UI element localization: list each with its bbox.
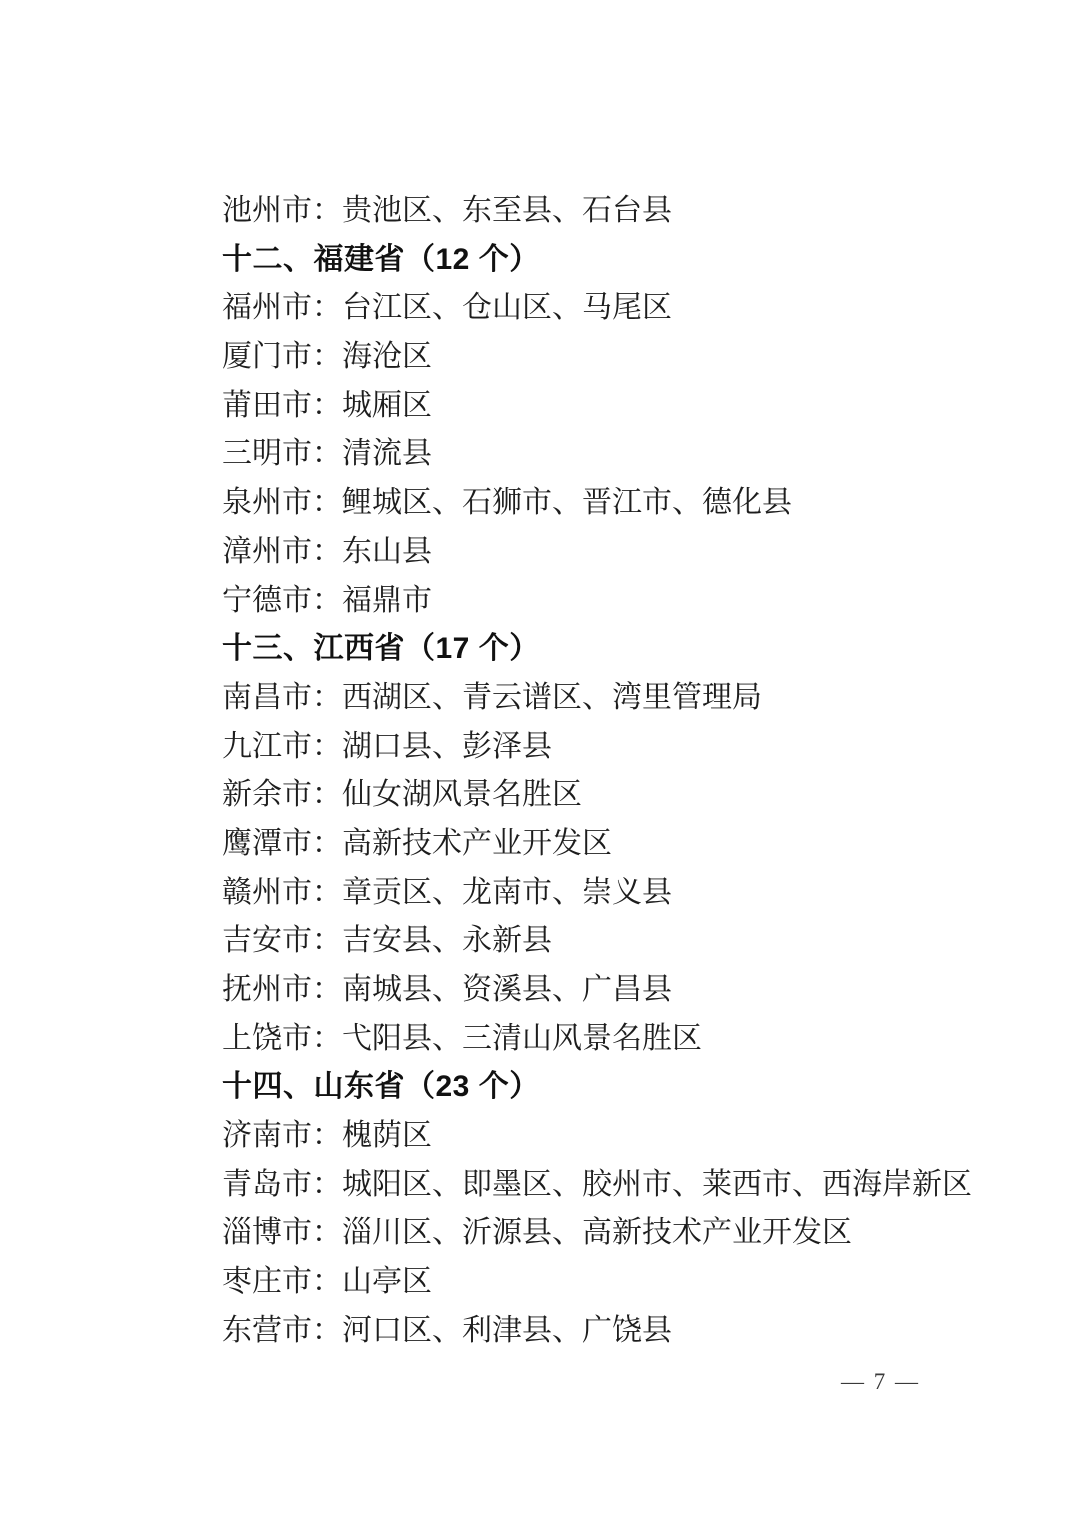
entry-qingdao: 青岛市：城阳区、即墨区、胶州市、莱西市、西海岸新区 (222, 1167, 972, 1201)
entry-zhangzhou: 漳州市：东山县 (222, 534, 432, 568)
page-number: — 7 — (841, 1369, 920, 1394)
entry-zibo: 淄博市：淄川区、沂源县、高新技术产业开发区 (222, 1216, 852, 1250)
entry-nanchang: 南昌市：西湖区、青云谱区、湾里管理局 (222, 680, 762, 714)
page-footer (0, 1362, 1080, 1402)
entry-yingtan: 鹰潭市：高新技术产业开发区 (222, 826, 612, 860)
entry-shangrao: 上饶市：弋阳县、三清山风景名胜区 (222, 1021, 702, 1055)
entry-chizhou: 池州市：贵池区、东至县、石台县 (222, 194, 672, 227)
entry-putian: 莆田市：城厢区 (222, 388, 432, 422)
entry-xiamen: 厦门市：海沧区 (222, 340, 432, 374)
entry-fuzhou-jiangxi: 抚州市：南城县、资溪县、广昌县 (222, 973, 672, 1006)
entry-sanming: 三明市：清流县 (222, 437, 432, 471)
entry-fuzhou: 福州市：台江区、仓山区、马尾区 (222, 291, 672, 325)
document-body (222, 187, 982, 1356)
entry-jian: 吉安市：吉安县、永新县 (222, 924, 552, 958)
entry-xinyu: 新余市：仙女湖风景名胜区 (222, 778, 582, 812)
entry-dongying: 东营市：河口区、利津县、广饶县 (222, 1313, 672, 1347)
heading-shandong: 十四、山东省（23 个） (222, 1070, 540, 1104)
heading-jiangxi: 十三、江西省（17 个） (222, 632, 540, 666)
entry-jinan: 济南市：槐荫区 (222, 1119, 432, 1153)
entry-quanzhou: 泉州市：鲤城区、石狮市、晋江市、德化县 (222, 486, 792, 520)
entry-ganzhou: 赣州市：章贡区、龙南市、崇义县 (222, 875, 672, 909)
entry-ningde: 宁德市：福鼎市 (222, 583, 432, 617)
heading-fujian: 十二、福建省（12 个） (222, 242, 540, 276)
entry-zaozhuang: 枣庄市：山亭区 (222, 1265, 432, 1299)
entry-jiujiang: 九江市：湖口县、彭泽县 (222, 729, 552, 763)
